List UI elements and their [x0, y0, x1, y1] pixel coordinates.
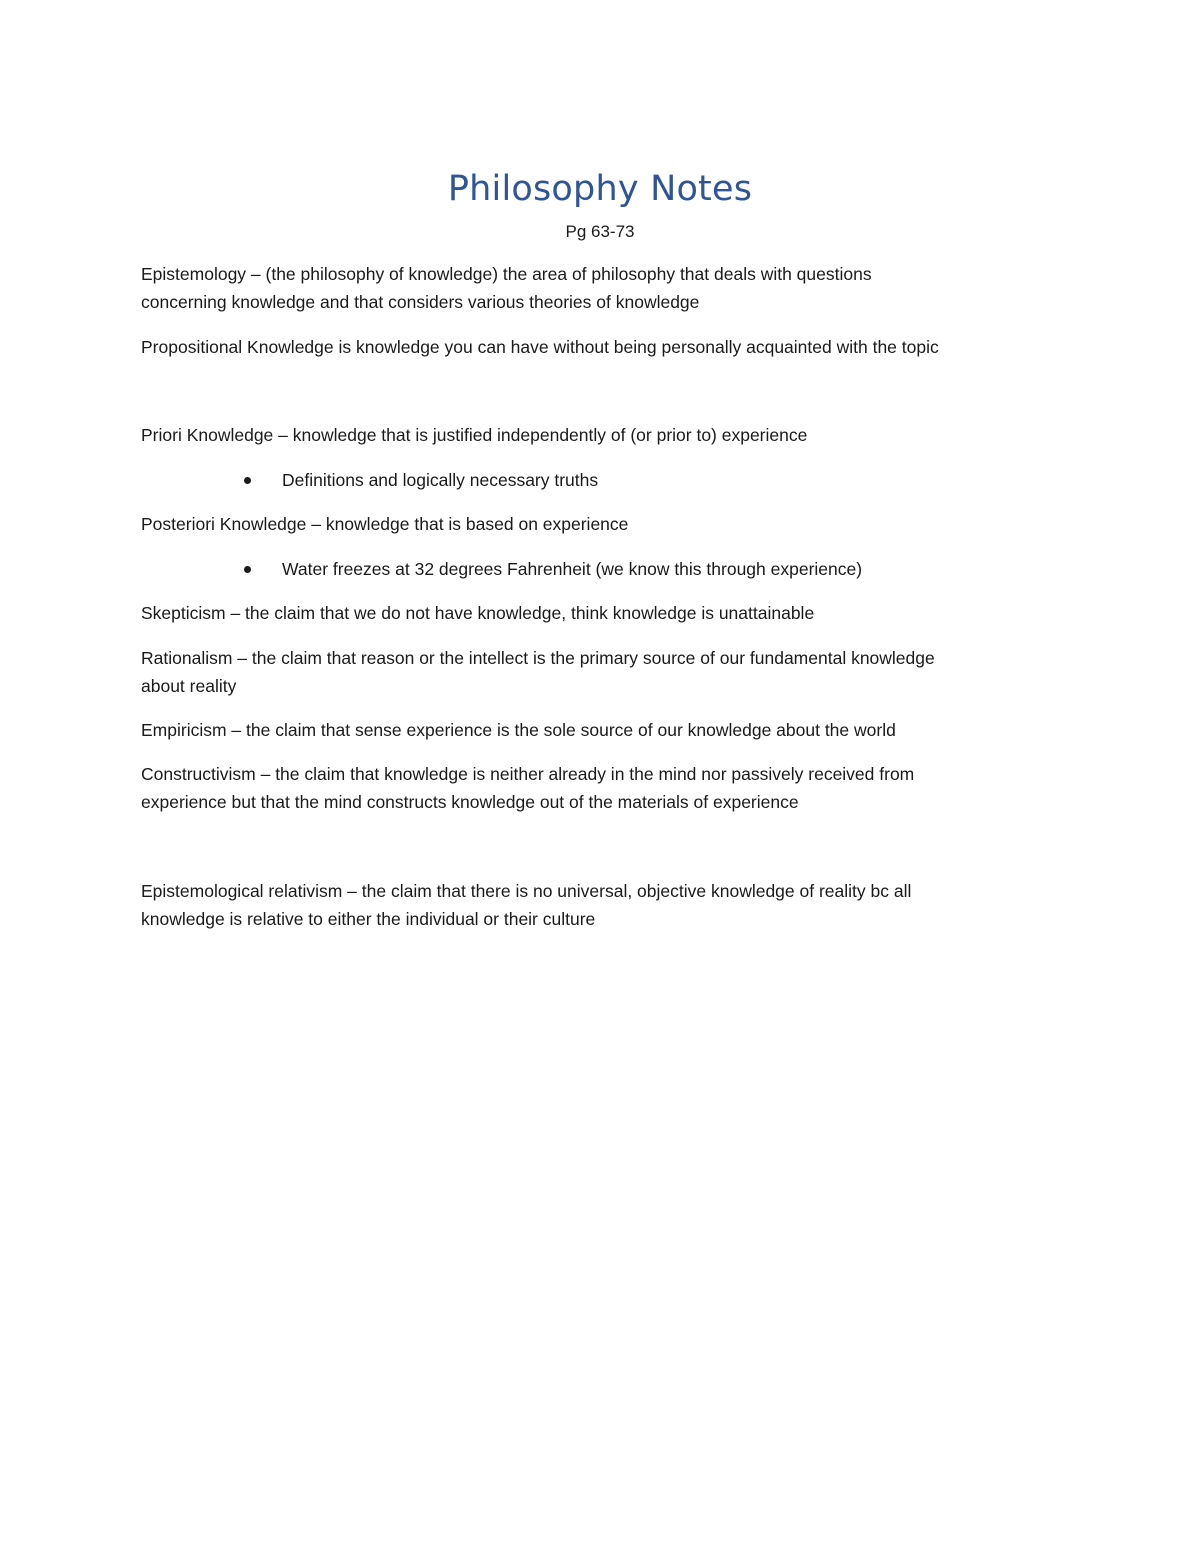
paragraph-line: about reality — [141, 676, 237, 696]
paragraph-skepticism: Skepticism – the claim that we do not have knowledge, think knowledge is unattainable — [141, 603, 815, 623]
paragraph-line: knowledge is relative to either the individual or their culture — [141, 909, 596, 929]
paragraph-line: Constructivism – the claim that knowledge is neither already in the mind nor passively received from — [141, 764, 915, 784]
paragraph-line: concerning knowledge and that considers various theories of knowledge — [141, 292, 700, 312]
paragraph-posteriori: Posteriori Knowledge – knowledge that is based on experience — [141, 514, 629, 534]
paragraph-line: Rationalism – the claim that reason or the intellect is the primary source of our fundamental knowledge — [141, 648, 935, 668]
paragraph-rationalism — [141, 644, 1061, 700]
page-subtitle: Pg 63-73 — [565, 222, 635, 241]
paragraph-priori: Priori Knowledge – knowledge that is justified independently of (or prior to) experience — [141, 425, 808, 445]
paragraph-propositional: Propositional Knowledge is knowledge you can have without being personally acquainted with the topic — [141, 337, 939, 357]
bullet-icon — [244, 566, 251, 573]
bullet-icon — [244, 477, 251, 484]
paragraph-epistemology — [141, 260, 1061, 316]
paragraph-line: experience but that the mind constructs knowledge out of the materials of experience — [141, 792, 799, 812]
paragraph-line: Epistemology – (the philosophy of knowledge) the area of philosophy that deals with questions — [141, 264, 872, 284]
bullet-item-posteriori: Water freezes at 32 degrees Fahrenheit (we know this through experience) — [282, 559, 863, 579]
paragraph-line: Epistemological relativism – the claim that there is no universal, objective knowledge of reality bc all — [141, 881, 912, 901]
bullet-item-priori: Definitions and logically necessary truths — [282, 470, 599, 490]
paragraph-constructivism — [141, 760, 1061, 816]
paragraph-empiricism: Empiricism – the claim that sense experience is the sole source of our knowledge about the world — [141, 720, 896, 740]
paragraph-relativism — [141, 877, 1061, 933]
page-title: Philosophy Notes — [447, 169, 753, 209]
